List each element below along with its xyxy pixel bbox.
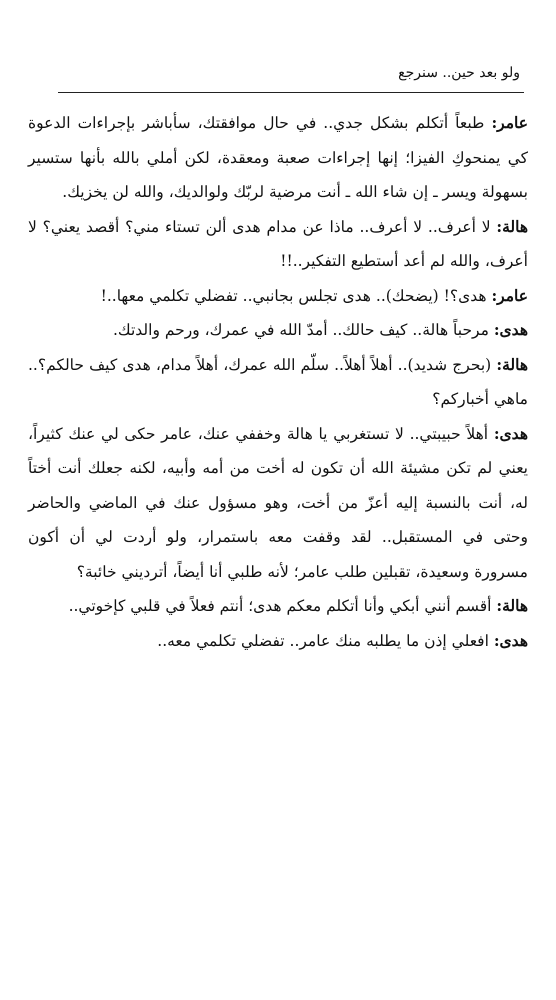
dialogue-body — [28, 106, 528, 658]
dialogue-paragraph — [28, 279, 528, 314]
speaker-name: عامر: — [491, 285, 528, 305]
dialogue-text: لا أعرف.. لا أعرف.. ماذا عن مدام هدى ألن تستاء مني؟ أقصد يعني؟ لا أعرف، والله لم أعد أستطيع التفكير..!! — [28, 217, 528, 270]
dialogue-text: هدى؟! (يضحك).. هدى تجلس بجانبي.. تفضلي تكلمي معها..! — [100, 286, 492, 305]
dialogue-paragraph — [28, 624, 528, 659]
speaker-name: هدى: — [493, 423, 528, 443]
dialogue-paragraph — [28, 348, 528, 417]
header-rule — [58, 92, 524, 93]
dialogue-paragraph — [28, 106, 528, 210]
dialogue-text: أهلاً حبيبتي.. لا تستغربي يا هالة وخففي عنك، عامر حكى لي عنك كثيراً، يعني لم تكن مشيئة الله أن تكون له أخت من أمه وأبيه، لكنه جعلك أنت أختاً له، أنت بالنسبة إليه أعزّ من أخت، وهو مسؤول عنك في الماضي والحاضر وحتى في المستقبل.. لقد وقفت معه باستمرار، ولو أردت لي أن أكون مسرورة وسعيدة، تقبلين طلب عامر؛ لأنه طلبي أنا أيضاً، أترديني خائبة؟ — [28, 424, 528, 581]
dialogue-text: افعلي إذن ما يطلبه منك عامر.. تفضلي تكلمي معه.. — [157, 631, 494, 650]
speaker-name: عامر: — [491, 113, 528, 132]
dialogue-paragraph — [28, 313, 528, 348]
speaker-name: هالة: — [496, 216, 528, 236]
dialogue-text: مرحباً هالة.. كيف حالك.. أمدّ الله في عمرك، ورحم والدتك. — [112, 321, 494, 339]
speaker-name: هالة: — [496, 354, 528, 374]
dialogue-text: أقسم أنني أبكي وأنا أتكلم معكم هدى؛ أنتم فعلاً في قلبي كإخوتي.. — [68, 597, 497, 615]
dialogue-paragraph — [28, 589, 528, 624]
dialogue-text: طبعاً أتكلم بشكل جدي.. في حال موافقتك، سأباشر بإجراءات الدعوة كي يمنحوكِ الفيزا؛ إنها إجراءات صعبة ومعقدة، لكن أملي بالله بأنها ستسير بسهولة ويسر ـ إن شاء الله ـ أنت مرضية لربّك ولوالديك، والله لن يخزيك. — [28, 114, 528, 201]
speaker-name: هالة: — [496, 596, 528, 615]
speaker-name: هدى: — [493, 630, 528, 650]
speaker-name: هدى: — [493, 320, 528, 339]
dialogue-paragraph — [28, 210, 528, 279]
running-header: ولو بعد حين.. سنرجع — [398, 65, 520, 81]
dialogue-text: (بحرج شديد).. أهلاً أهلاً.. سلّم الله عمرك، أهلاً مدام، هدى كيف حالكم؟.. ماهي أخباركم؟ — [28, 355, 528, 408]
dialogue-paragraph — [28, 417, 528, 590]
